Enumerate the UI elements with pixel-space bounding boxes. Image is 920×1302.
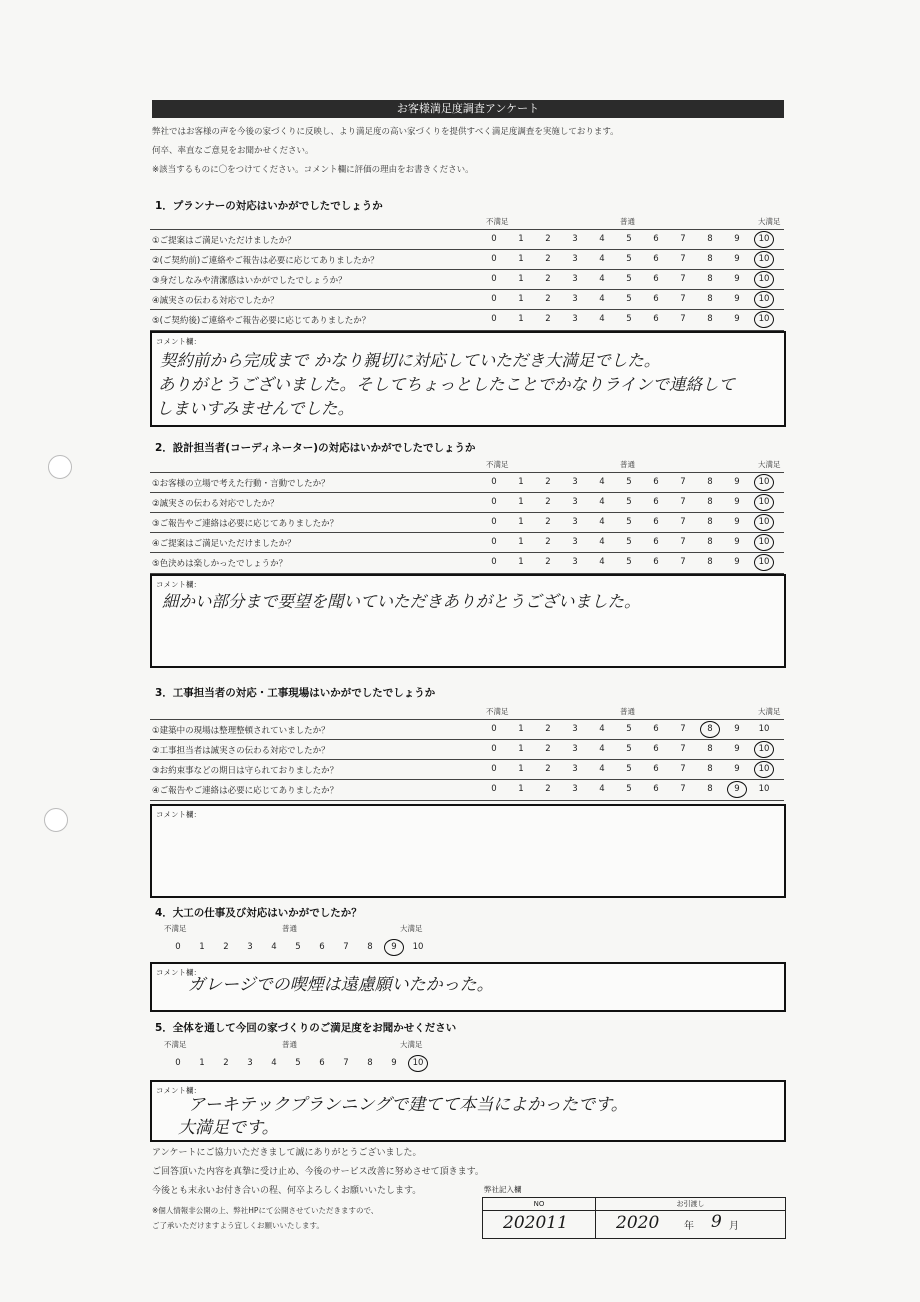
score-option[interactable]: 2	[545, 274, 551, 284]
scale-mid-label: 普通	[282, 1040, 297, 1049]
score-option[interactable]: 6	[653, 274, 659, 284]
score-option[interactable]: 7	[680, 234, 686, 244]
section-1-title: 1．プランナーの対応はいかがでしたでしょうか	[155, 200, 383, 212]
score-option[interactable]: 1	[518, 477, 524, 487]
score-option[interactable]: 5	[626, 764, 632, 774]
score-option[interactable]: 9	[734, 497, 740, 507]
no-cell[interactable]	[483, 1211, 595, 1237]
score-option[interactable]: 2	[223, 1058, 229, 1068]
score-option[interactable]: 0	[491, 724, 497, 734]
footer-line: 今後とも末永いお付き合いの程、何卒よろしくお願いいたします。	[152, 1186, 422, 1196]
privacy-note: ※個人情報非公開の上、弊社HPにて公開させていただきますので、	[152, 1206, 379, 1215]
score-option[interactable]: 7	[680, 764, 686, 774]
scale-high-label: 大満足	[758, 217, 781, 226]
comment-label: コメント欄：	[156, 968, 201, 977]
score-option[interactable]: 4	[271, 942, 277, 952]
question-row	[150, 739, 784, 760]
score-option[interactable]: 3	[572, 294, 578, 304]
score-option[interactable]: 9	[734, 274, 740, 284]
scale-low-label: 不満足	[486, 460, 509, 469]
footer-line: ご回答頂いた内容を真摯に受け止め、今後のサービス改善に努めさせて頂きます。	[152, 1167, 484, 1177]
question-row	[150, 289, 784, 310]
score-option[interactable]: 8	[707, 497, 713, 507]
score-option[interactable]: 5	[626, 497, 632, 507]
question-text: ①建築中の現場は整理整頓されていましたか？	[152, 726, 330, 736]
score-option[interactable]: 6	[653, 784, 659, 794]
selected-score[interactable]: 10	[410, 1058, 426, 1068]
question-text: ②工事担当者は誠実さの伝わる対応でしたか？	[152, 746, 330, 756]
comment-label: コメント欄：	[156, 580, 201, 589]
score-option[interactable]: 2	[545, 764, 551, 774]
score-option[interactable]: 6	[653, 517, 659, 527]
score-option[interactable]: 6	[653, 537, 659, 547]
score-option[interactable]: 2	[545, 724, 551, 734]
score-option[interactable]: 5	[626, 234, 632, 244]
intro-line: ※該当するものに〇をつけてください。コメント欄に評価の理由をお書きください。	[152, 165, 474, 175]
score-option[interactable]: 0	[491, 234, 497, 244]
section-2-comment-box[interactable]	[150, 574, 786, 668]
score-option[interactable]: 3	[572, 557, 578, 567]
score-option[interactable]: 8	[707, 314, 713, 324]
score-option[interactable]: 4	[599, 724, 605, 734]
handwritten-comment: 大満足です。	[178, 1118, 279, 1138]
score-option[interactable]: 3	[572, 764, 578, 774]
score-option[interactable]: 8	[707, 557, 713, 567]
score-option[interactable]: 7	[680, 294, 686, 304]
score-option[interactable]: 4	[599, 784, 605, 794]
score-option[interactable]: 2	[545, 517, 551, 527]
score-option[interactable]: 0	[491, 537, 497, 547]
handwritten-comment: 細かい部分まで要望を聞いていただきありがとうございました。	[162, 592, 641, 611]
score-option[interactable]: 7	[680, 784, 686, 794]
score-option[interactable]: 4	[599, 557, 605, 567]
score-option[interactable]: 6	[319, 1058, 325, 1068]
question-text: ③身だしなみや清潔感はいかがでしたでしょうか？	[152, 276, 347, 286]
score-option[interactable]: 0	[175, 942, 181, 952]
section-4-comment-box[interactable]	[150, 962, 786, 1012]
score-option[interactable]: 6	[653, 477, 659, 487]
handwritten-comment: ありがとうございました。そしてちょっとしたことでかなりラインで連絡して	[158, 375, 736, 394]
question-row	[150, 249, 784, 270]
score-option[interactable]: 4	[599, 537, 605, 547]
scale-high-label: 大満足	[400, 1040, 423, 1049]
scale-low-label: 不満足	[164, 1040, 187, 1049]
score-option[interactable]: 4	[599, 254, 605, 264]
score-option[interactable]: 4	[599, 744, 605, 754]
scale-low-label: 不満足	[486, 707, 509, 716]
question-row	[150, 472, 784, 493]
score-option[interactable]: 0	[491, 517, 497, 527]
intro-line: 弊社ではお客様の声を今後の家づくりに反映し、より満足度の高い家づくりを提供すべく満足度調査を実施しております。	[152, 127, 619, 137]
office-use-table	[482, 1197, 786, 1239]
score-option[interactable]: 7	[680, 314, 686, 324]
score-option[interactable]: 2	[545, 477, 551, 487]
score-option[interactable]: 3	[572, 517, 578, 527]
score-option[interactable]: 6	[653, 724, 659, 734]
score-option[interactable]: 5	[626, 744, 632, 754]
score-option[interactable]: 8	[707, 744, 713, 754]
score-option[interactable]: 9	[734, 764, 740, 774]
score-option[interactable]: 7	[680, 537, 686, 547]
score-option[interactable]: 2	[545, 294, 551, 304]
question-row	[150, 309, 784, 331]
selected-score[interactable]: 9	[386, 942, 402, 952]
handwritten-comment: 契約前から完成まで かなり親切に対応していただき大満足でした。	[160, 351, 661, 370]
score-option[interactable]: 9	[734, 724, 740, 734]
score-option[interactable]: 5	[626, 477, 632, 487]
score-option[interactable]: 6	[319, 942, 325, 952]
handover-header: お引渡し	[596, 1198, 785, 1211]
comment-label: コメント欄：	[156, 337, 201, 346]
office-use-label: 弊社記入欄	[484, 1185, 522, 1194]
score-option[interactable]: 9	[734, 234, 740, 244]
score-option[interactable]: 8	[367, 1058, 373, 1068]
score-option[interactable]: 7	[680, 477, 686, 487]
score-option[interactable]: 8	[367, 942, 373, 952]
score-option[interactable]: 6	[653, 234, 659, 244]
score-option[interactable]: 5	[626, 724, 632, 734]
section-5-title: 5．全体を通して今回の家づくりのご満足度をお聞かせください	[155, 1022, 457, 1034]
question-text: ④ご報告やご連絡は必要に応じてありましたか？	[152, 786, 339, 796]
question-text: ④誠実さの伝わる対応でしたか？	[152, 296, 279, 306]
question-text: ②誠実さの伝わる対応でしたか？	[152, 499, 279, 509]
selected-score[interactable]: 9	[729, 784, 745, 794]
survey-title: お客様満足度調査アンケート	[152, 100, 784, 118]
scale-low-label: 不満足	[164, 924, 187, 933]
score-option[interactable]: 2	[545, 254, 551, 264]
selected-score[interactable]: 10	[756, 254, 772, 264]
score-option[interactable]: 4	[599, 314, 605, 324]
handwritten-comment: ガレージでの喫煙は遠慮願いたかった。	[188, 975, 494, 995]
score-option[interactable]: 4	[599, 294, 605, 304]
score-option[interactable]: 3	[572, 314, 578, 324]
question-row	[150, 719, 784, 740]
score-option[interactable]: 1	[518, 724, 524, 734]
score-option[interactable]: 5	[626, 517, 632, 527]
score-option[interactable]: 2	[223, 942, 229, 952]
score-option[interactable]: 1	[518, 744, 524, 754]
selected-score[interactable]: 10	[756, 517, 772, 527]
score-option[interactable]: 4	[271, 1058, 277, 1068]
selected-score[interactable]: 10	[756, 314, 772, 324]
score-option[interactable]: 1	[518, 294, 524, 304]
score-option[interactable]: 3	[572, 497, 578, 507]
score-option[interactable]: 3	[572, 477, 578, 487]
score-option[interactable]: 1	[518, 537, 524, 547]
score-option[interactable]: 1	[518, 274, 524, 284]
question-row	[150, 269, 784, 290]
score-option[interactable]: 10	[412, 942, 424, 952]
score-option[interactable]: 6	[653, 294, 659, 304]
question-row	[150, 552, 784, 574]
question-row	[150, 532, 784, 553]
score-option[interactable]: 7	[680, 497, 686, 507]
handwritten-year: 2020	[616, 1213, 660, 1233]
score-option[interactable]: 1	[518, 764, 524, 774]
score-option[interactable]: 0	[175, 1058, 181, 1068]
selected-score[interactable]: 10	[756, 764, 772, 774]
question-text: ⑤(ご契約後)ご連絡やご報告必要に応じてありましたか？	[152, 316, 371, 326]
score-option[interactable]: 8	[707, 234, 713, 244]
score-option[interactable]: 5	[626, 557, 632, 567]
scale-high-label: 大満足	[758, 460, 781, 469]
score-option[interactable]: 0	[491, 497, 497, 507]
score-option[interactable]: 3	[247, 942, 253, 952]
scale-mid-label: 普通	[620, 707, 635, 716]
score-option[interactable]: 7	[680, 254, 686, 264]
question-row	[150, 759, 784, 780]
score-option[interactable]: 5	[626, 314, 632, 324]
scale-low-label: 不満足	[486, 217, 509, 226]
score-option[interactable]: 5	[626, 254, 632, 264]
score-option[interactable]: 7	[680, 744, 686, 754]
score-option[interactable]: 6	[653, 557, 659, 567]
score-option[interactable]: 8	[707, 274, 713, 284]
score-option[interactable]: 0	[491, 274, 497, 284]
score-option[interactable]: 7	[680, 274, 686, 284]
score-option[interactable]: 9	[734, 744, 740, 754]
section-3-comment-box[interactable]	[150, 804, 786, 898]
selected-score[interactable]: 10	[756, 477, 772, 487]
score-option[interactable]: 4	[599, 477, 605, 487]
intro-line: 何卒、率直なご意見をお聞かせください。	[152, 146, 314, 156]
score-option[interactable]: 3	[572, 784, 578, 794]
score-option[interactable]: 6	[653, 764, 659, 774]
score-option[interactable]: 4	[599, 517, 605, 527]
year-char: 年	[684, 1221, 694, 1232]
score-option[interactable]: 4	[599, 234, 605, 244]
score-option[interactable]: 0	[491, 744, 497, 754]
score-option[interactable]: 1	[518, 497, 524, 507]
score-option[interactable]: 5	[626, 784, 632, 794]
question-row	[150, 512, 784, 533]
score-option[interactable]: 9	[391, 1058, 397, 1068]
score-option[interactable]: 8	[707, 537, 713, 547]
score-option[interactable]: 9	[734, 537, 740, 547]
score-option[interactable]: 10	[758, 724, 770, 734]
score-option[interactable]: 2	[545, 744, 551, 754]
score-option[interactable]: 9	[734, 477, 740, 487]
selected-score[interactable]: 10	[756, 294, 772, 304]
handwritten-no: 202011	[503, 1213, 568, 1233]
score-option[interactable]: 3	[572, 744, 578, 754]
score-option[interactable]: 9	[734, 294, 740, 304]
score-option[interactable]: 6	[653, 314, 659, 324]
score-option[interactable]: 5	[626, 274, 632, 284]
comment-label: コメント欄：	[156, 810, 201, 819]
question-text: ③お約束事などの期日は守られておりましたか？	[152, 766, 339, 776]
score-option[interactable]: 8	[707, 764, 713, 774]
score-option[interactable]: 5	[626, 294, 632, 304]
score-option[interactable]: 2	[545, 537, 551, 547]
score-option[interactable]: 0	[491, 784, 497, 794]
score-option[interactable]: 8	[707, 294, 713, 304]
scale-mid-label: 普通	[620, 460, 635, 469]
selected-score[interactable]: 10	[756, 497, 772, 507]
score-option[interactable]: 6	[653, 497, 659, 507]
score-option[interactable]: 3	[572, 724, 578, 734]
footer-line: アンケートにご協力いただきまして誠にありがとうございました。	[152, 1148, 422, 1158]
scale-mid-label: 普通	[620, 217, 635, 226]
score-option[interactable]: 7	[680, 557, 686, 567]
score-option[interactable]: 4	[599, 764, 605, 774]
score-option[interactable]: 2	[545, 497, 551, 507]
score-option[interactable]: 3	[572, 254, 578, 264]
selected-score[interactable]: 10	[756, 537, 772, 547]
section-3-title: 3．工事担当者の対応・工事現場はいかがでしたでしょうか	[155, 687, 436, 699]
question-text: ⑤色決めは楽しかったでしょうか？	[152, 559, 288, 569]
score-option[interactable]: 2	[545, 314, 551, 324]
score-option[interactable]: 0	[491, 254, 497, 264]
score-option[interactable]: 7	[680, 724, 686, 734]
score-option[interactable]: 9	[734, 517, 740, 527]
score-option[interactable]: 8	[707, 517, 713, 527]
score-option[interactable]: 8	[707, 477, 713, 487]
scale-mid-label: 普通	[282, 924, 297, 933]
score-option[interactable]: 3	[572, 537, 578, 547]
score-option[interactable]: 5	[295, 1058, 301, 1068]
selected-score[interactable]: 10	[756, 274, 772, 284]
score-option[interactable]: 9	[734, 254, 740, 264]
score-option[interactable]: 3	[572, 274, 578, 284]
question-text: ③ご報告やご連絡は必要に応じてありましたか？	[152, 519, 339, 529]
handwritten-month: 9	[711, 1212, 722, 1232]
section-1-comment-box[interactable]	[150, 331, 786, 427]
question-text: ②(ご契約前)ご連絡やご報告は必要に応じてありましたか？	[152, 256, 379, 266]
selected-score[interactable]: 10	[756, 234, 772, 244]
score-option[interactable]: 9	[734, 557, 740, 567]
scale-high-label: 大満足	[758, 707, 781, 716]
score-option[interactable]: 6	[653, 254, 659, 264]
score-option[interactable]: 6	[653, 744, 659, 754]
question-text: ④ご提案はご満足いただけましたか？	[152, 539, 296, 549]
question-row	[150, 492, 784, 513]
privacy-note: ご了承いただけますよう宜しくお願いいたします。	[152, 1221, 324, 1230]
score-option[interactable]: 1	[199, 1058, 205, 1068]
score-option[interactable]: 8	[707, 784, 713, 794]
section-4-title: 4．大工の仕事及び対応はいかがでしたか？	[155, 907, 362, 919]
selected-score[interactable]: 10	[756, 744, 772, 754]
section-2-title: 2．設計担当者(コーディネーター)の対応はいかがでしたでしょうか	[155, 442, 476, 454]
score-option[interactable]: 2	[545, 784, 551, 794]
score-option[interactable]: 1	[518, 254, 524, 264]
score-option[interactable]: 5	[626, 537, 632, 547]
handover-cell[interactable]	[596, 1211, 785, 1237]
score-option[interactable]: 0	[491, 764, 497, 774]
score-option[interactable]: 4	[599, 274, 605, 284]
binder-hole	[48, 455, 72, 479]
score-option[interactable]: 0	[491, 557, 497, 567]
handwritten-comment: アーキテックプランニングで建てて本当によかったです。	[188, 1095, 628, 1115]
score-option[interactable]: 5	[295, 942, 301, 952]
score-option[interactable]: 1	[518, 234, 524, 244]
question-text: ①ご提案はご満足いただけましたか？	[152, 236, 296, 246]
month-char: 月	[729, 1221, 739, 1232]
score-option[interactable]: 1	[518, 517, 524, 527]
score-option[interactable]: 3	[247, 1058, 253, 1068]
section-5-comment-box[interactable]	[150, 1080, 786, 1142]
score-option[interactable]: 7	[343, 942, 349, 952]
score-option[interactable]: 7	[680, 517, 686, 527]
score-option[interactable]: 3	[572, 234, 578, 244]
no-header: NO	[483, 1198, 595, 1211]
score-option[interactable]: 1	[518, 784, 524, 794]
score-option[interactable]: 2	[545, 234, 551, 244]
score-option[interactable]: 7	[343, 1058, 349, 1068]
question-row	[150, 779, 784, 801]
score-option[interactable]: 8	[707, 254, 713, 264]
comment-label: コメント欄：	[156, 1086, 201, 1095]
question-text: ①お客様の立場で考えた行動・言動でしたか？	[152, 479, 330, 489]
score-option[interactable]: 10	[758, 784, 770, 794]
binder-hole	[44, 808, 68, 832]
score-option[interactable]: 0	[491, 294, 497, 304]
score-option[interactable]: 1	[199, 942, 205, 952]
score-option[interactable]: 0	[491, 314, 497, 324]
score-option[interactable]: 1	[518, 314, 524, 324]
question-row	[150, 229, 784, 250]
score-option[interactable]: 2	[545, 557, 551, 567]
score-option[interactable]: 1	[518, 557, 524, 567]
selected-score[interactable]: 10	[756, 557, 772, 567]
handwritten-comment: しまいすみませんでした。	[156, 399, 354, 418]
scale-high-label: 大満足	[400, 924, 423, 933]
score-option[interactable]: 0	[491, 477, 497, 487]
selected-score[interactable]: 8	[702, 724, 718, 734]
score-option[interactable]: 4	[599, 497, 605, 507]
score-option[interactable]: 9	[734, 314, 740, 324]
